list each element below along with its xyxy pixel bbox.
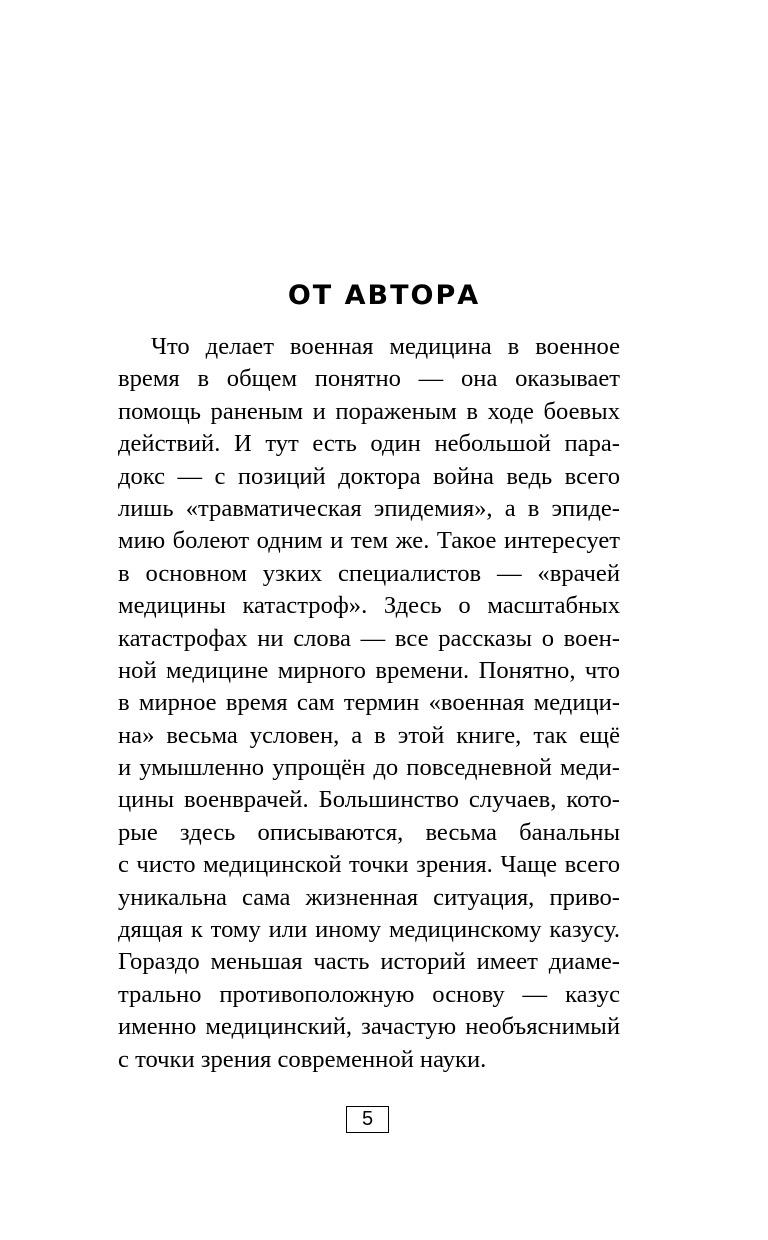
text-line: время в общем понятно — она оказывает bbox=[118, 365, 620, 393]
text-line: докс — с позиций доктора война ведь всего bbox=[118, 462, 620, 490]
text-line: медицины катастроф». Здесь о масштабных bbox=[118, 592, 620, 620]
text-line: уникальна сама жизненная ситуация, приво- bbox=[118, 883, 620, 911]
text-line: рые здесь описываются, весьма банальны bbox=[118, 818, 620, 846]
text-line: действий. И тут есть один небольшой пара- bbox=[118, 430, 620, 458]
text-line: на» весьма условен, а в этой книге, так ещё bbox=[118, 721, 620, 749]
text-line: и умышленно упрощён до повседневной меди- bbox=[118, 754, 620, 782]
body-paragraph bbox=[118, 331, 620, 1076]
text-line: Гораздо меньшая часть историй имеет диаме- bbox=[118, 948, 620, 976]
text-line: именно медицинский, зачастую необъяснимый bbox=[118, 1013, 620, 1041]
page-number: 5 bbox=[346, 1106, 389, 1133]
text-line: трально противоположную основу — казус bbox=[118, 980, 620, 1008]
text-line: с точки зрения современной науки. bbox=[118, 1045, 487, 1073]
text-line: помощь раненым и пораженым в ходе боевых bbox=[118, 397, 620, 425]
text-line: мию болеют одним и тем же. Такое интересует bbox=[118, 527, 620, 555]
text-line: катастрофах ни слова — все рассказы о воен- bbox=[118, 624, 620, 652]
chapter-heading: ОТ АВТОРА bbox=[287, 280, 481, 312]
text-line: с чисто медицинской точки зрения. Чаще всего bbox=[118, 851, 620, 879]
text-line: цины военврачей. Большинство случаев, кото- bbox=[118, 786, 620, 814]
text-line: в мирное время сам термин «военная медици- bbox=[118, 689, 620, 717]
text-line: ной медицине мирного времени. Понятно, что bbox=[118, 656, 620, 684]
text-line: дящая к тому или иному медицинскому казусу. bbox=[118, 916, 620, 944]
text-line: Что делает военная медицина в военное bbox=[151, 333, 620, 360]
text-line: лишь «травматическая эпидемия», а в эпиде- bbox=[118, 494, 620, 522]
text-line: в основном узких специалистов — «врачей bbox=[118, 559, 620, 587]
